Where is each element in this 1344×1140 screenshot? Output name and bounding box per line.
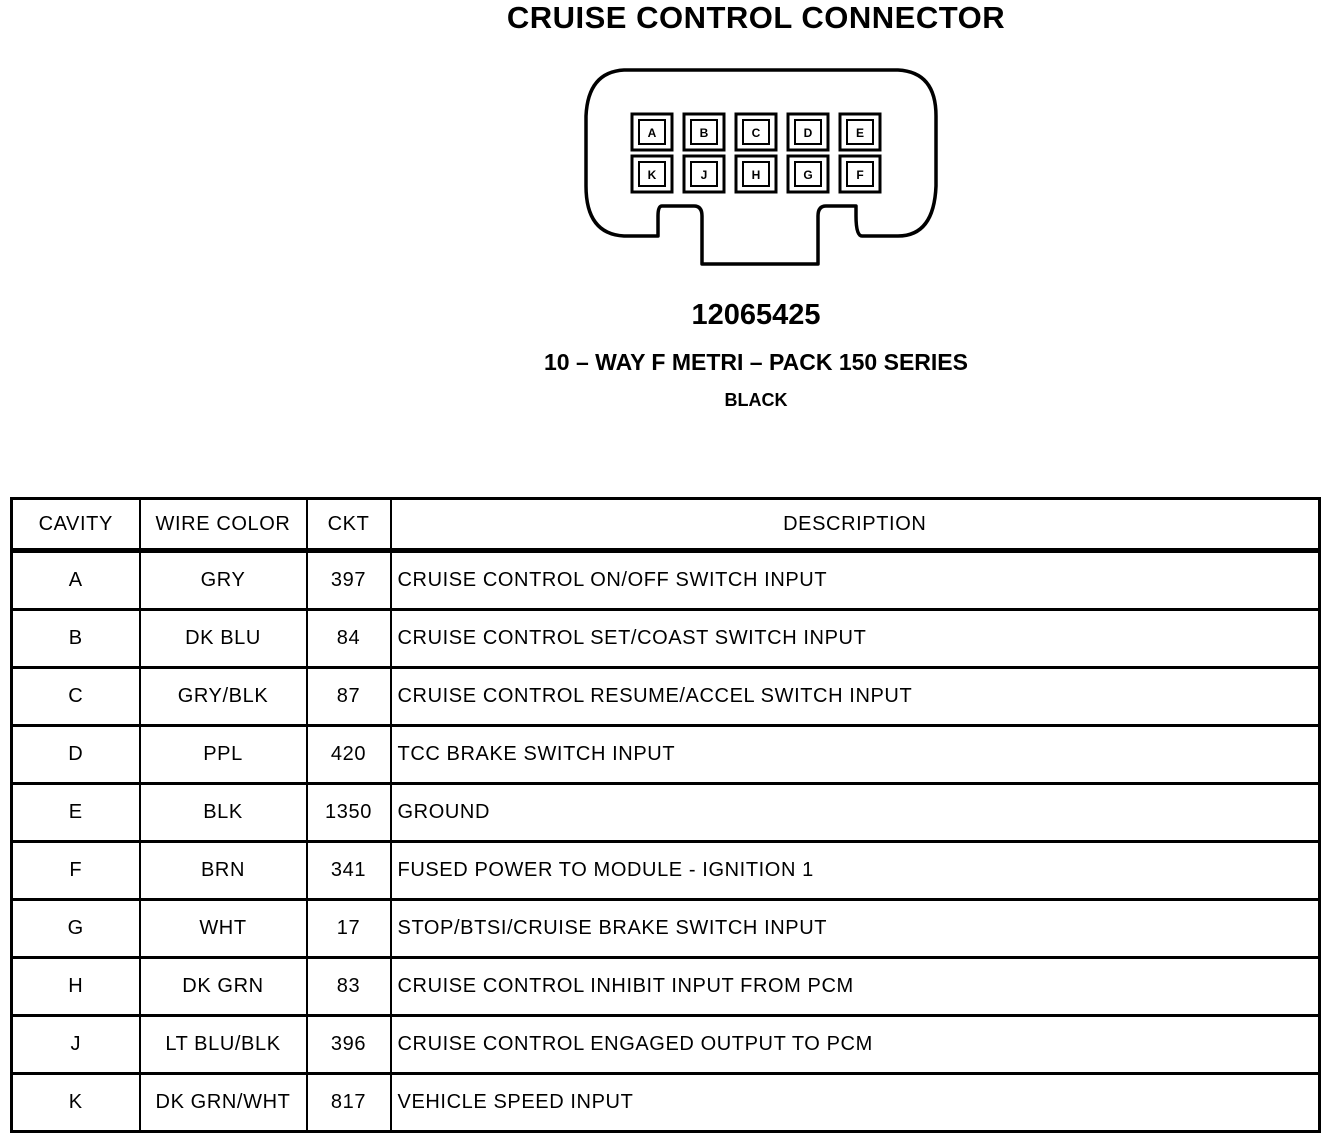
pin-row-top bbox=[632, 114, 880, 150]
connector-pin-g bbox=[788, 156, 828, 192]
cell-wire-color: BRN bbox=[140, 842, 307, 900]
cell-description: CRUISE CONTROL SET/COAST SWITCH INPUT bbox=[391, 610, 1320, 668]
connector-pin-a bbox=[632, 114, 672, 150]
cell-ckt: 1350 bbox=[307, 784, 391, 842]
pin-label: G bbox=[803, 168, 813, 182]
connector-pin-j bbox=[684, 156, 724, 192]
cell-cavity: K bbox=[12, 1074, 140, 1132]
cell-description: VEHICLE SPEED INPUT bbox=[391, 1074, 1320, 1132]
cell-cavity: H bbox=[12, 958, 140, 1016]
part-number: 12065425 bbox=[691, 299, 821, 331]
cell-ckt: 420 bbox=[307, 726, 391, 784]
pin-label: D bbox=[803, 126, 813, 140]
connector-pin-f bbox=[840, 156, 880, 192]
connector-pin-e bbox=[840, 114, 880, 150]
diagram-title: CRUISE CONTROL CONNECTOR bbox=[506, 0, 1006, 35]
table-row bbox=[12, 1074, 1320, 1132]
header-cavity: CAVITY bbox=[12, 499, 140, 551]
table-row bbox=[12, 610, 1320, 668]
cell-cavity: F bbox=[12, 842, 140, 900]
header-description: DESCRIPTION bbox=[391, 499, 1320, 551]
cell-description: CRUISE CONTROL RESUME/ACCEL SWITCH INPUT bbox=[391, 668, 1320, 726]
cell-ckt: 17 bbox=[307, 900, 391, 958]
table-row bbox=[12, 900, 1320, 958]
table-row bbox=[12, 668, 1320, 726]
pin-label: F bbox=[856, 168, 864, 182]
table-row bbox=[12, 1016, 1320, 1074]
cell-cavity: A bbox=[12, 551, 140, 610]
connector-pin-b bbox=[684, 114, 724, 150]
pin-label: K bbox=[647, 168, 657, 182]
cell-ckt: 817 bbox=[307, 1074, 391, 1132]
cell-description: GROUND bbox=[391, 784, 1320, 842]
connector-series: 10 – WAY F METRI – PACK 150 SERIES bbox=[544, 349, 968, 375]
cell-description: CRUISE CONTROL ON/OFF SWITCH INPUT bbox=[391, 551, 1320, 610]
pin-label: J bbox=[700, 168, 708, 182]
table-row bbox=[12, 958, 1320, 1016]
cell-wire-color: LT BLU/BLK bbox=[140, 1016, 307, 1074]
table-row bbox=[12, 726, 1320, 784]
cell-wire-color: PPL bbox=[140, 726, 307, 784]
connector-pin-h bbox=[736, 156, 776, 192]
cell-cavity: C bbox=[12, 668, 140, 726]
cell-description: FUSED POWER TO MODULE - IGNITION 1 bbox=[391, 842, 1320, 900]
cell-ckt: 83 bbox=[307, 958, 391, 1016]
cell-ckt: 341 bbox=[307, 842, 391, 900]
cell-description: CRUISE CONTROL ENGAGED OUTPUT TO PCM bbox=[391, 1016, 1320, 1074]
cell-wire-color: DK GRN bbox=[140, 958, 307, 1016]
header-wire-color: WIRE COLOR bbox=[140, 499, 307, 551]
cell-cavity: D bbox=[12, 726, 140, 784]
cell-wire-color: DK GRN/WHT bbox=[140, 1074, 307, 1132]
cell-wire-color: GRY/BLK bbox=[140, 668, 307, 726]
cell-cavity: E bbox=[12, 784, 140, 842]
connector-color: BLACK bbox=[724, 390, 788, 410]
cell-description: TCC BRAKE SWITCH INPUT bbox=[391, 726, 1320, 784]
connector-pin-c bbox=[736, 114, 776, 150]
connector-pin-d bbox=[788, 114, 828, 150]
cell-ckt: 397 bbox=[307, 551, 391, 610]
cell-ckt: 84 bbox=[307, 610, 391, 668]
pin-label: B bbox=[699, 126, 709, 140]
table-header-row bbox=[12, 499, 1320, 551]
cell-cavity: G bbox=[12, 900, 140, 958]
cavity-table bbox=[10, 497, 1321, 1133]
table-row bbox=[12, 551, 1320, 610]
pin-row-bottom bbox=[632, 156, 880, 192]
table-row bbox=[12, 784, 1320, 842]
cell-cavity: J bbox=[12, 1016, 140, 1074]
table-row bbox=[12, 842, 1320, 900]
cell-ckt: 396 bbox=[307, 1016, 391, 1074]
cell-ckt: 87 bbox=[307, 668, 391, 726]
connector-pin-k bbox=[632, 156, 672, 192]
header-ckt: CKT bbox=[307, 499, 391, 551]
cell-wire-color: DK BLU bbox=[140, 610, 307, 668]
cell-cavity: B bbox=[12, 610, 140, 668]
pin-label: C bbox=[751, 126, 761, 140]
cell-description: STOP/BTSI/CRUISE BRAKE SWITCH INPUT bbox=[391, 900, 1320, 958]
cell-wire-color: WHT bbox=[140, 900, 307, 958]
cell-wire-color: GRY bbox=[140, 551, 307, 610]
cell-description: CRUISE CONTROL INHIBIT INPUT FROM PCM bbox=[391, 958, 1320, 1016]
pin-label: H bbox=[751, 168, 761, 182]
connector-face-diagram bbox=[580, 64, 942, 272]
pin-label: A bbox=[647, 126, 657, 140]
cell-wire-color: BLK bbox=[140, 784, 307, 842]
pin-label: E bbox=[855, 126, 865, 140]
